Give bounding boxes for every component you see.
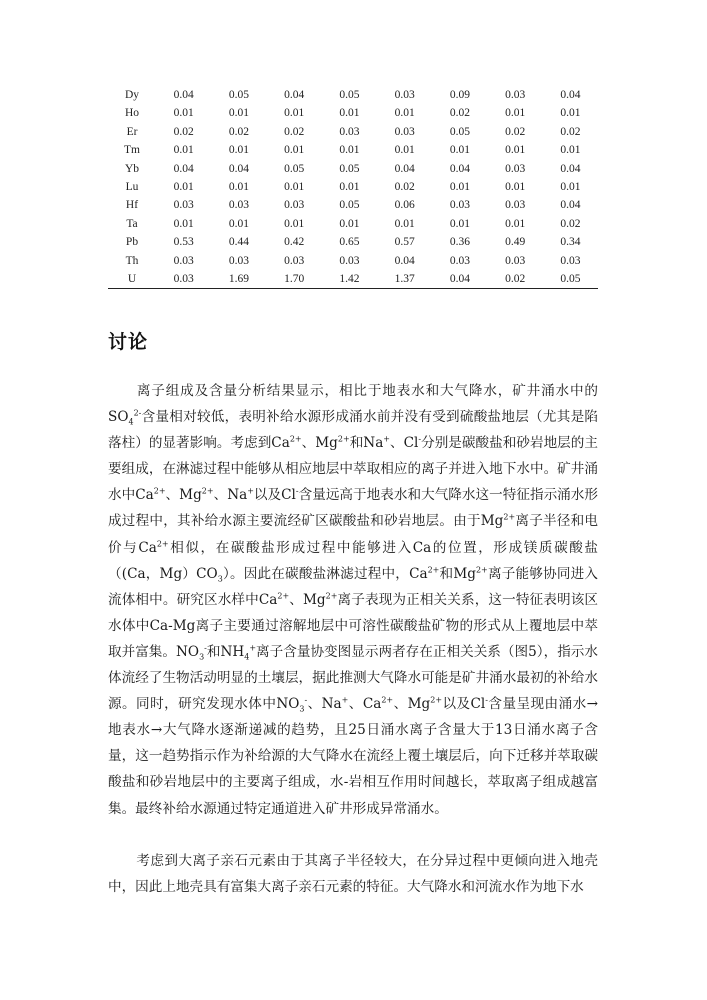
table-row-ta [108,215,598,233]
table-cell: 1.69 [211,270,266,289]
element-label: Tm [124,144,140,157]
table-cell: 0.01 [449,144,470,157]
table-cell: 1.70 [267,270,322,289]
table-cell: 0.03 [228,254,249,267]
table-cell: 0.09 [449,89,470,101]
trace-element-table [108,86,598,289]
table-cell: 0.04 [560,199,581,212]
table-cell: 0.05 [228,89,249,101]
table-cell: 1.42 [322,270,377,289]
element-label: Lu [125,181,139,194]
table-cell: 0.01 [394,144,415,157]
table-row-ho [108,104,598,122]
table-cell: 0.49 [505,236,526,249]
table-cell: 0.01 [339,144,360,157]
table-cell: 0.01 [173,217,194,230]
table-cell: 0.01 [505,217,526,230]
table-cell: 0.03 [505,162,526,175]
table-cell: 0.01 [394,107,415,120]
table-cell: 0.44 [228,236,249,249]
table-cell: 0.02 [228,125,249,138]
discussion-paragraph-2: 考虑到大离子亲石元素由于其离子半径较大，在分异过程中更倾向进入地壳中，因此上地壳具有富集大离子亲石元素的特征。大气降水和河流水作为地下水 [108,853,598,896]
table-row-pb [108,233,598,251]
table-row-u [108,270,598,289]
table-row-dy [108,86,598,104]
table-cell: 0.01 [228,144,249,157]
table-cell: 0.01 [173,144,194,157]
table-cell: 0.02 [394,181,415,194]
table-cell: 0.01 [228,107,249,120]
table-cell: 0.01 [228,217,249,230]
table-cell: 0.03 [284,199,305,212]
element-label: Ho [124,107,140,120]
table-cell: 0.34 [560,236,581,249]
table-cell: 0.53 [173,236,194,249]
table-cell: 0.03 [449,254,470,267]
element-label: Hf [125,199,139,212]
table-cell: 0.05 [284,162,305,175]
table-cell: 0.01 [560,107,581,120]
table-cell: 0.36 [449,236,470,249]
table-cell: 1.37 [377,270,432,289]
table-cell: 0.03 [284,254,305,267]
element-label: Pb [125,236,139,249]
element-label: Th [125,254,139,267]
table-cell: 0.01 [228,181,249,194]
table-cell: 0.04 [173,162,194,175]
element-label: Er [126,125,138,138]
table-cell: 0.02 [449,107,470,120]
table-cell: 0.01 [339,107,360,120]
table-cell: 0.03 [449,199,470,212]
table-row-lu [108,178,598,196]
table-cell: 0.03 [339,125,360,138]
table-cell: 0.01 [505,144,526,157]
table-cell: 0.42 [284,236,305,249]
table-cell: 0.01 [284,217,305,230]
element-label: U [108,270,156,289]
table-cell: 0.02 [488,270,543,289]
table-cell: 0.03 [394,125,415,138]
table-cell: 0.57 [394,236,415,249]
table-cell: 0.01 [505,181,526,194]
table-cell: 0.04 [449,162,470,175]
table-cell: 0.01 [284,181,305,194]
element-label: Dy [124,89,140,101]
table-cell: 0.05 [543,270,598,289]
table-cell: 0.06 [394,199,415,212]
table-row-er [108,123,598,141]
table-cell: 0.01 [449,181,470,194]
discussion-paragraph-1: 离子组成及含量分析结果显示，相比于地表水和大气降水，矿井涌水中的$SO_4^{2-}$含量相对较低，表明补给水源形成涌水前并没有受到硫酸盐地层（尤其是陷落柱）的显著影响。考虑到$Ca^{2+}$、$Mg^{2+}$和Na+、Cl-分别是碳酸盐和砂岩地层的主要组成，在淋滤过程中能够从相应地层中萃取相应的离子并进入地下水中。矿井涌水中$Ca^{2+}$、$Mg^{2+}$、Na+以及Cl-含量远高于地表水和大气降水这一特征指示涌水形成过程中，其补给水源主要流经矿区碳酸盐和砂岩地层。由于$Mg^{2+}$离子半径和电价与$Ca^{2+}$相似，在碳酸盐形成过程中能够进入Ca的位置，形成镁质碳酸盐（(Ca，$Mg)CO_3$）。因此在碳酸盐淋滤过程中，$Ca^{2+}$和$Mg^{2+}$离子能够协同进入流体相中。研究区水样中$Ca^{2+}$、$Mg^{2+}$离子表现为正相关关系，这一特征表明该区水体中Ca-Mg离子主要通过溶解地层中可溶性碳酸盐矿物的形式从上覆地层中萃取并富集。$NO_3^-$和$NH_4^+$离子含量协变图显示两者存在正相关关系（图5），指示水体流经了生物活动明显的土壤层，据此推测大气降水可能是矿井涌水最初的补给水源。同时，研究发现水体中$NO_3^-$、Na+、$Ca^{2+}$、$Mg^{2+}$以及Cl-含量呈现由涌水→地表水→大气降水逐渐递减的趋势，且25日涌水离子含量大于13日涌水离子含量，这一趋势指示作为补给源的大气降水在流经上覆土壤层后，向下迁移并萃取碳酸盐和砂岩地层中的主要离子组成，水-岩相互作用时间越长，萃取离子组成越富集。最终补给水源通过特定通道进入矿井形成异常涌水。 [108,383,599,817]
table-cell: 0.03 [173,199,194,212]
table-cell: 0.01 [339,181,360,194]
table-cell: 0.01 [449,217,470,230]
table-cell: 0.04 [173,89,194,101]
table-cell: 0.04 [394,162,415,175]
table-cell: 0.03 [505,254,526,267]
table-cell: 0.04 [394,254,415,267]
table-cell: 0.01 [173,181,194,194]
table-cell: 0.65 [339,236,360,249]
section-heading: 讨论 [108,331,149,353]
table-cell: 0.05 [449,125,470,138]
table-cell: 0.05 [339,89,360,101]
table-cell: 0.01 [339,217,360,230]
table-cell: 0.04 [560,162,581,175]
table-cell: 0.03 [394,89,415,101]
table-cell: 0.05 [339,162,360,175]
table-cell: 0.01 [505,107,526,120]
table-cell: 0.03 [560,254,581,267]
table-row-hf [108,196,598,214]
table-cell: 0.02 [560,217,581,230]
table-cell: 0.04 [284,89,305,101]
table-cell: 0.02 [173,125,194,138]
table-row-tm [108,141,598,159]
table-cell: 0.01 [560,181,581,194]
table-cell: 0.01 [284,107,305,120]
table-cell: 0.03 [339,254,360,267]
element-label: Yb [124,162,140,175]
table-cell: 0.01 [394,217,415,230]
table-cell: 0.05 [339,199,360,212]
table-cell: 0.03 [156,270,211,289]
table-cell: 0.01 [173,107,194,120]
table-cell: 0.01 [560,144,581,157]
table-cell: 0.02 [284,125,305,138]
table-cell: 0.03 [173,254,194,267]
table-cell: 0.01 [284,144,305,157]
table-row-yb [108,160,598,178]
table-row-th [108,252,598,270]
table-cell: 0.03 [505,89,526,101]
table-cell: 0.02 [505,125,526,138]
table-cell: 0.04 [228,162,249,175]
table-cell: 0.03 [228,199,249,212]
element-label: Ta [126,217,138,230]
table-cell: 0.03 [505,199,526,212]
table-cell: 0.02 [560,125,581,138]
table-cell: 0.04 [560,89,581,101]
table-cell: 0.04 [432,270,487,289]
